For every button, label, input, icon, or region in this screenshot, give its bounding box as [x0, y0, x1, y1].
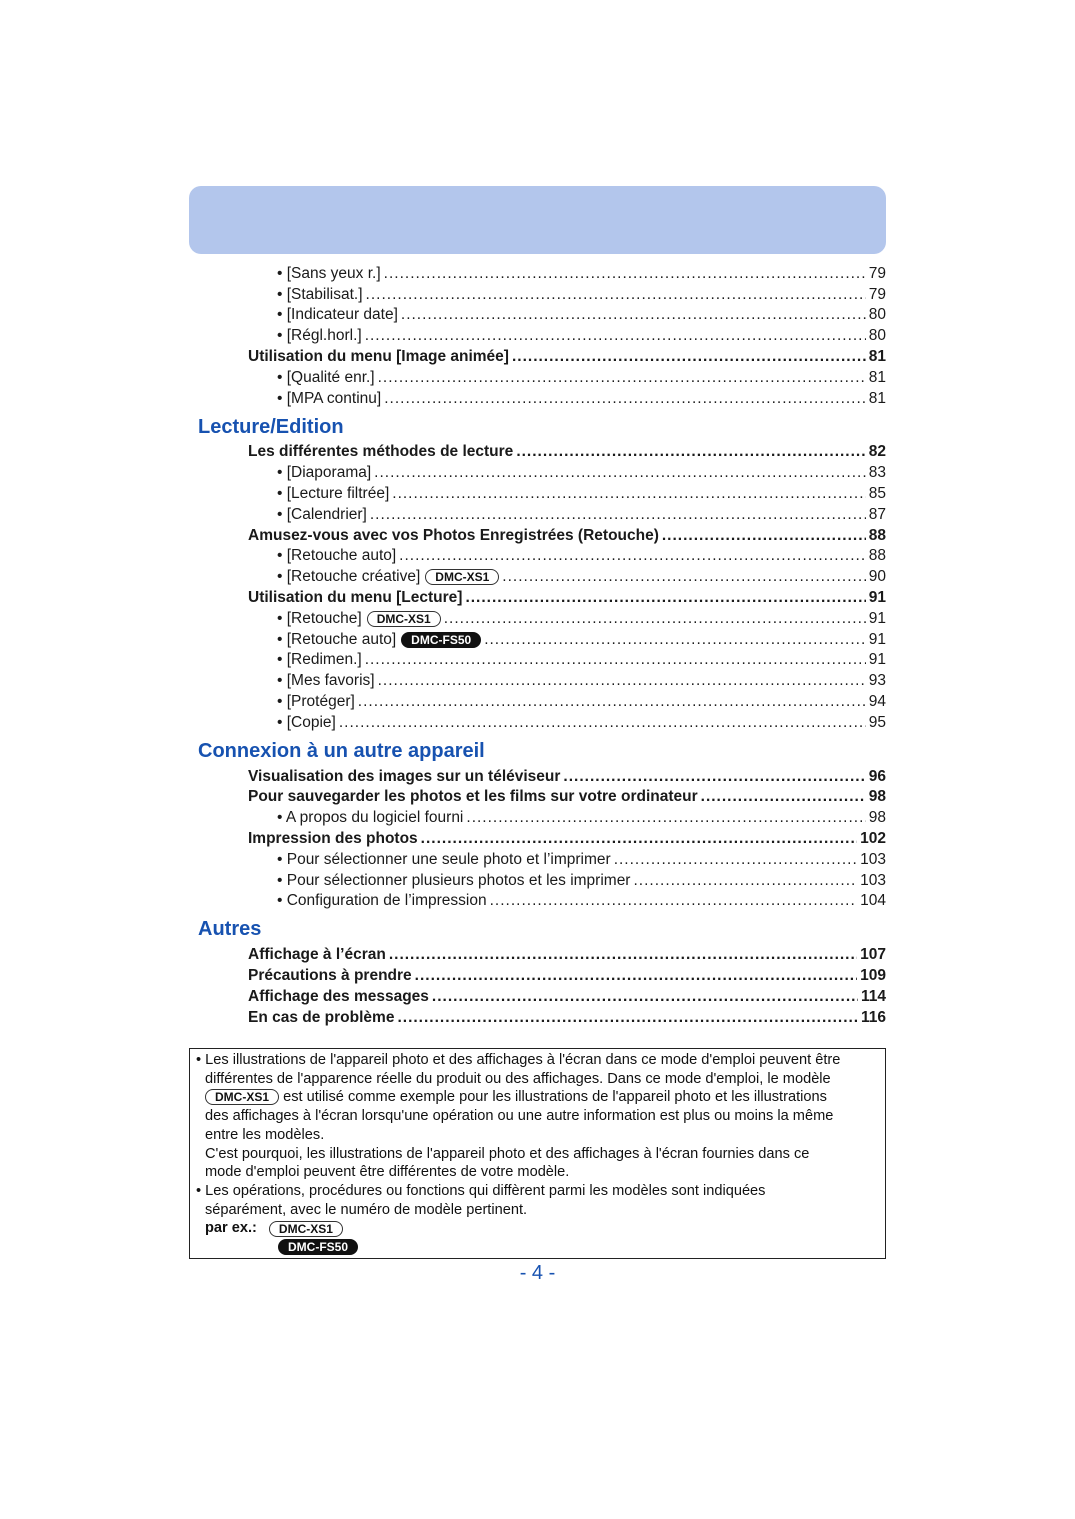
model-badge: DMC-XS1 [425, 569, 499, 585]
toc-sub-entry[interactable] [198, 566, 886, 587]
toc-page-number: 91 [868, 609, 886, 627]
dot-leader [384, 264, 866, 284]
toc-entry-label: • Configuration de l’impression [277, 892, 487, 910]
toc-entry-label: Les différentes méthodes de lecture [248, 443, 514, 461]
toc-entry-label: • Pour sélectionner plusieurs photos et les imprimer [277, 871, 631, 889]
toc-sub-entry[interactable] [198, 650, 886, 671]
toc-page-number: 93 [868, 672, 886, 690]
toc-page-number: 81 [868, 368, 886, 386]
toc-entry-label: • [Régl.horl.] [277, 327, 362, 345]
toc-entry-label: • [Copie] [277, 713, 336, 731]
dot-leader [358, 692, 866, 712]
toc-entry-label: • [Stabilisat.] [277, 285, 363, 303]
toc-sub-entry[interactable] [198, 284, 886, 305]
header-band [189, 186, 886, 254]
toc-page-number: 88 [868, 547, 886, 565]
toc-entry-label: Impression des photos [248, 829, 418, 847]
dot-leader [366, 285, 866, 305]
toc-sub-entry[interactable] [198, 670, 886, 691]
toc-chapter-entry[interactable] [198, 525, 886, 546]
toc-sub-entry[interactable] [198, 891, 886, 912]
toc-sub-entry[interactable] [198, 504, 886, 525]
toc-page-number: 95 [868, 713, 886, 731]
toc-entry-label: • [Diaporama] [277, 464, 372, 482]
dot-leader [614, 850, 857, 870]
dot-leader [384, 389, 866, 409]
dot-leader [378, 671, 866, 691]
toc-entry-label: • [Retouche auto] DMC-FS50 [277, 630, 481, 650]
toc-entry-label: En cas de problème [248, 1008, 395, 1026]
toc-sub-entry[interactable] [198, 807, 886, 828]
toc-page-number: 103 [860, 871, 886, 889]
toc-page-number: 98 [868, 788, 886, 806]
toc-sub-entry[interactable] [198, 388, 886, 409]
toc-page-number: 79 [868, 285, 886, 303]
dot-leader [389, 945, 857, 965]
toc-page-number: 85 [868, 484, 886, 502]
toc-entry-label: • [Retouche auto] [277, 547, 397, 565]
toc-chapter-entry[interactable] [198, 442, 886, 463]
example-row-2 [196, 1238, 877, 1257]
toc-entry-label: • [Protéger] [277, 692, 355, 710]
toc-chapter-entry[interactable] [198, 828, 886, 849]
toc-sub-entry[interactable] [198, 870, 886, 891]
toc-page-number: 116 [860, 1008, 886, 1026]
toc-page-number: 103 [860, 850, 886, 868]
toc-entry-label: • [Sans yeux r.] [277, 264, 381, 282]
page-number: - 4 - [519, 1262, 556, 1284]
toc-page-number: 82 [868, 443, 886, 461]
note-paragraph-2: • Les opérations, procédures ou fonctions qui diffèrent parmi les modèles sont indiquées séparément, avec le numéro de modèle pertinent. [196, 1182, 766, 1218]
dot-leader [432, 987, 858, 1007]
toc-page-number: 98 [868, 809, 886, 827]
note-paragraph-1: • Les illustrations de l'appareil photo et des affichages à l'écran dans ce mode d'emploi peuvent être différentes de l'apparence réelle du produit ou des affichages. Dans ce mode d'emploi, le modèle DMC-XS1 est utilisé comme exemple pour les illustrations de l'appareil photo et les illustrations des affichages à l'écran lorsqu'une opération ou une autre information est plus ou moins la même entre les modèles. C'est pourquoi, les illustrations de l'appareil photo et des affichages à l'écran fournies dans ce mode d'emploi peuvent être différentes de votre modèle. [196, 1052, 841, 1181]
toc-chapter-entry[interactable] [198, 587, 886, 608]
toc-entry-label: Utilisation du menu [Image animée] [248, 347, 509, 365]
dot-leader [374, 463, 866, 483]
toc-page-number: 91 [868, 630, 886, 648]
section-title: Lecture/Edition [198, 415, 344, 438]
toc-entry-label: • Pour sélectionner une seule photo et l’imprimer [277, 850, 611, 868]
toc-chapter-entry[interactable] [198, 965, 886, 986]
dot-leader [401, 305, 866, 325]
toc-page-number: 80 [868, 327, 886, 345]
dot-leader [370, 505, 866, 525]
toc-page-number: 107 [860, 946, 886, 964]
dot-leader [465, 588, 865, 608]
dot-leader [339, 713, 866, 733]
model-badge-fs50: DMC-FS50 [278, 1239, 358, 1255]
dot-leader [421, 829, 857, 849]
dot-leader [365, 650, 866, 670]
toc-page-number: 102 [860, 829, 886, 847]
toc-entry-label: • [Retouche] DMC-XS1 [277, 609, 441, 629]
toc-sub-entry[interactable] [198, 691, 886, 712]
toc-sub-entry[interactable] [198, 849, 886, 870]
section-title: Connexion à un autre appareil [198, 739, 485, 762]
toc-sub-entry[interactable] [198, 462, 886, 483]
dot-leader [502, 567, 865, 587]
toc-entry-label: • [Retouche créative] DMC-XS1 [277, 567, 499, 587]
toc-sub-entry[interactable] [198, 483, 886, 504]
dot-leader [365, 326, 866, 346]
toc-page-number: 114 [860, 987, 886, 1005]
toc-chapter-entry[interactable] [198, 944, 886, 965]
toc-chapter-entry[interactable] [198, 1007, 886, 1028]
model-badge: DMC-FS50 [401, 632, 481, 648]
toc-page-number: 87 [868, 505, 886, 523]
toc-chapter-entry[interactable] [198, 986, 886, 1007]
dot-leader [512, 347, 866, 367]
model-badge-xs1: DMC-XS1 [269, 1221, 343, 1237]
note-box [189, 1048, 886, 1259]
toc-entry-label: • [Lecture filtrée] [277, 484, 390, 502]
table-of-contents [198, 263, 886, 1028]
toc-page-number: 104 [860, 892, 886, 910]
toc-page-number: 81 [868, 389, 886, 407]
dot-leader [563, 767, 865, 787]
toc-page-number: 80 [868, 306, 886, 324]
dot-leader [484, 630, 866, 650]
dot-leader [516, 442, 865, 462]
toc-page-number: 91 [868, 588, 886, 606]
dot-leader [633, 871, 857, 891]
toc-sub-entry[interactable] [198, 367, 886, 388]
toc-page-number: 90 [868, 568, 886, 586]
toc-entry-label: Pour sauvegarder les photos et les films sur votre ordinateur [248, 788, 698, 806]
toc-entry-label: • [Indicateur date] [277, 306, 398, 324]
dot-leader [397, 1008, 858, 1028]
model-badge-xs1: DMC-XS1 [205, 1089, 279, 1105]
dot-leader [399, 546, 866, 566]
toc-entry-label: Affichage à l’écran [248, 946, 386, 964]
model-badge: DMC-XS1 [367, 611, 441, 627]
toc-page-number: 81 [868, 347, 886, 365]
toc-entry-label: Précautions à prendre [248, 966, 412, 984]
toc-page-number: 94 [868, 692, 886, 710]
toc-sub-entry[interactable] [198, 712, 886, 733]
dot-leader [701, 787, 866, 807]
toc-entry-label: Amusez-vous avec vos Photos Enregistrées (Retouche) [248, 526, 659, 544]
toc-chapter-entry[interactable] [198, 346, 886, 367]
dot-leader [490, 891, 858, 911]
toc-sub-entry[interactable] [198, 546, 886, 567]
dot-leader [415, 966, 857, 986]
toc-page-number: 96 [868, 767, 886, 785]
toc-entry-label: • [Qualité enr.] [277, 368, 375, 386]
toc-chapter-entry[interactable] [198, 787, 886, 808]
dot-leader [466, 808, 865, 828]
toc-entry-label: Affichage des messages [248, 987, 429, 1005]
section-title: Autres [198, 918, 262, 941]
toc-page-number: 91 [868, 651, 886, 669]
toc-entry-label: • A propos du logiciel fourni [277, 809, 464, 827]
dot-leader [378, 368, 866, 388]
toc-entry-label: • [MPA continu] [277, 389, 382, 407]
example-label: par ex.: [205, 1220, 257, 1237]
dot-leader [662, 526, 866, 546]
toc-page-number: 83 [868, 464, 886, 482]
toc-page-number: 109 [860, 966, 886, 984]
toc-page-number: 79 [868, 264, 886, 282]
dot-leader [444, 609, 866, 629]
toc-entry-label: Visualisation des images sur un téléviseur [248, 767, 561, 785]
toc-entry-label: • [Redimen.] [277, 651, 362, 669]
dot-leader [392, 484, 865, 504]
toc-sub-entry[interactable] [198, 608, 886, 629]
toc-sub-entry[interactable] [198, 629, 886, 650]
toc-sub-entry[interactable] [198, 325, 886, 346]
toc-page-number: 88 [868, 526, 886, 544]
toc-entry-label: • [Mes favoris] [277, 672, 375, 690]
toc-chapter-entry[interactable] [198, 766, 886, 787]
toc-sub-entry[interactable] [198, 305, 886, 326]
example-row [196, 1219, 877, 1238]
toc-entry-label: Utilisation du menu [Lecture] [248, 588, 463, 606]
toc-entry-label: • [Calendrier] [277, 505, 367, 523]
toc-sub-entry[interactable] [198, 263, 886, 284]
